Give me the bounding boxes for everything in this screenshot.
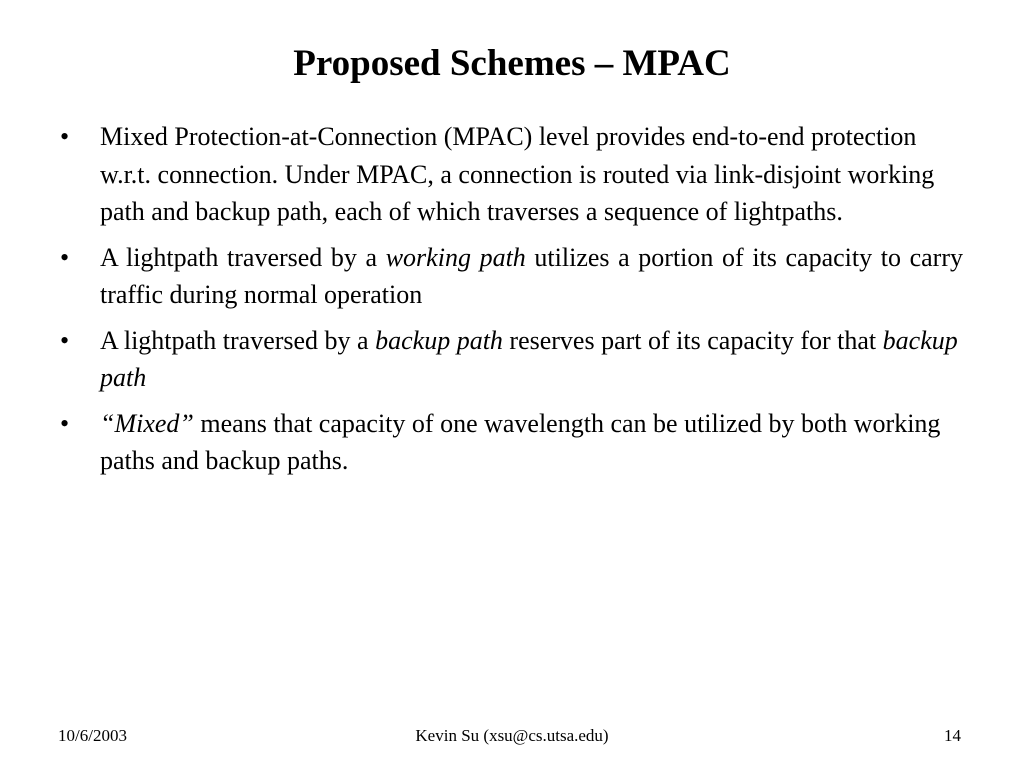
emphasis-mixed: “Mixed” (100, 408, 194, 438)
slide-title: Proposed Schemes – MPAC (293, 43, 731, 84)
emphasis-backup-path: backup path (100, 325, 958, 392)
bullet-list (60, 118, 963, 488)
bullet-item-4 (60, 405, 963, 480)
bullet-text: utilizes a portion of its capacity to carry traffic during normal operation (100, 242, 963, 309)
footer-date: 10/6/2003 (58, 726, 127, 745)
bullet-text: means that capacity of one wavelength can be utilized by both working paths and backup paths. (100, 408, 941, 475)
bullet-item-3 (60, 322, 963, 397)
bullet-marker: • (60, 122, 70, 151)
bullet-item-2 (60, 239, 963, 314)
bullet-marker: • (60, 242, 70, 272)
emphasis-backup-path: backup path (375, 325, 503, 355)
bullet-text: reserves part of its capacity for that (502, 325, 883, 355)
bullet-text: Mixed Protection-at-Connection (MPAC) level provides end-to-end protection w.r.t. connection. Under MPAC, a connection is routed via link-disjoint working path and backup path, each of which traverses a sequence of lightpaths. (100, 122, 935, 226)
footer-page-number: 14 (944, 726, 961, 745)
bullet-text: A lightpath traversed by a (100, 242, 386, 272)
emphasis-working-path: working path (385, 242, 526, 272)
footer-author: Kevin Su (xsu@cs.utsa.edu) (415, 726, 609, 745)
bullet-marker: • (60, 325, 70, 355)
bullet-text: A lightpath traversed by a (100, 325, 376, 355)
bullet-item-1 (60, 118, 963, 231)
bullet-marker: • (60, 408, 70, 438)
